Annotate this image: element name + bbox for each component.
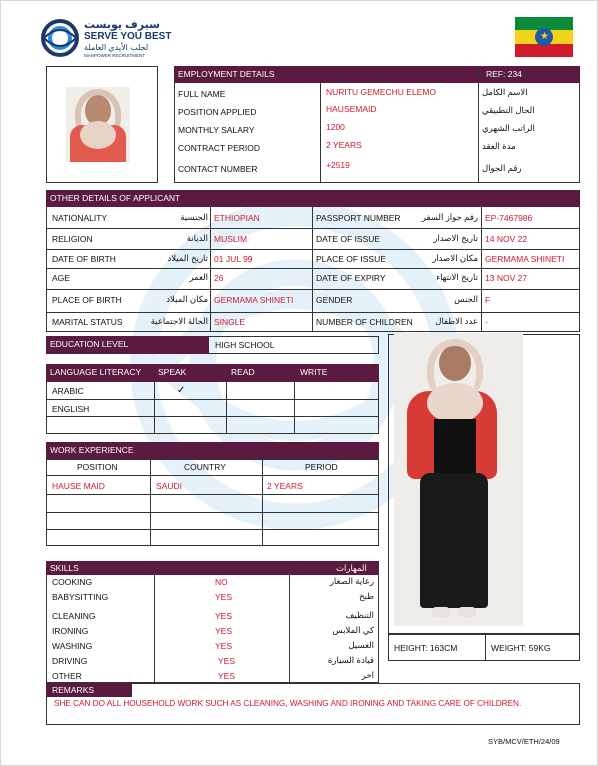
skill-cooking-ar: رعاية الصغار [329,576,374,586]
language-literacy-title: LANGUAGE LITERACY [50,367,142,377]
work-experience-header [46,442,379,459]
age-label-ar: العمر [189,272,208,282]
company-logo-icon [40,18,80,58]
skill-ironing-value: YES [215,626,233,636]
work-position-header: POSITION [77,462,118,472]
skill-babysitting: BABYSITTING [52,592,109,602]
education-level-value: HIGH SCHOOL [215,340,275,350]
marital-status-value: SINGLE [214,317,246,327]
place-of-issue-label: PLACE OF ISSUE [316,254,386,264]
position-applied-value: HAUSEMAID [326,104,377,114]
ethiopia-flag [515,17,573,57]
remarks-header [46,683,132,697]
date-of-birth-value: 01 JUL 99 [214,254,253,264]
place-of-birth-value: GERMAMA SHINETI [214,295,294,305]
place-of-birth-label: PLACE OF BIRTH [52,295,122,305]
company-name-ar: سيرف يوبست [84,19,160,31]
number-of-children-value: - [485,317,488,327]
employment-details-title: EMPLOYMENT DETAILS [178,69,275,79]
contact-number-label-ar: رقم الجوال [482,163,522,173]
company-tagline-ar: لجلب الأيدي العاملة [84,43,149,52]
contact-number-label: CONTACT NUMBER [178,164,258,174]
religion-value: MUSLIM [214,234,248,244]
nationality-label-ar: الجنسية [180,212,208,222]
company-logo [40,18,190,62]
work-country-header: COUNTRY [184,462,226,472]
contract-period-label-ar: مدة العقد [482,141,516,151]
company-name-en: SERVE YOU BEST [84,31,172,42]
date-of-expiry-label-ar: تاريخ الانتهاء [436,272,478,282]
work-period-value: 2 YEARS [267,481,303,491]
place-of-issue-label-ar: مكان الاصدار [432,253,478,263]
work-country-value: SAUDI [156,481,182,491]
age-value: 26 [214,273,224,283]
speak-header: SPEAK [158,367,187,377]
arabic-speak-check-icon: ✓ [177,385,186,396]
gender-value: F [485,295,491,305]
monthly-salary-label-ar: الراتب الشهري [482,123,535,133]
language-english: ENGLISH [52,404,90,414]
skill-driving-value: YES [218,656,236,666]
skill-washing: WASHING [52,641,93,651]
work-position-value: HAUSE MAID [52,481,105,491]
monthly-salary-value: 1200 [326,122,345,132]
marital-status-label-ar: الحالة الاجتماعية [150,316,208,326]
contract-period-label: CONTRACT PERIOD [178,143,261,153]
place-of-birth-label-ar: مكان الميلاد [166,294,208,304]
skill-ironing-ar: كي الملابس [332,625,374,635]
ref-number: REF: 234 [486,69,522,79]
education-level-title: EDUCATION LEVEL [50,339,129,349]
document-code: SYB/MCV/ETH/24/09 [488,737,560,746]
number-of-children-label: NUMBER OF CHILDREN [316,317,413,327]
date-of-expiry-value: 13 NOV 27 [485,273,528,283]
date-of-issue-label: DATE OF ISSUE [316,234,381,244]
other-details-title: OTHER DETAILS OF APPLICANT [50,193,181,203]
company-tagline-en: MANPOWER RECRUITMENT [84,53,145,58]
skill-cleaning: CLEANING [52,611,96,621]
skill-cleaning-ar: التنظيف [345,610,374,620]
height-value: HEIGHT: 163CM [394,643,458,653]
full-name-label: FULL NAME [178,89,226,99]
monthly-salary-label: MONTHLY SALARY [178,125,255,135]
work-period-header: PERIOD [305,462,338,472]
passport-number-value: EP-7467986 [485,213,533,223]
nationality-value: ETHIOPIAN [214,213,260,223]
marital-status-label: MARITAL STATUS [52,317,123,327]
skill-washing-ar: الغسيل [348,640,374,650]
skill-cooking-value: NO [215,577,228,587]
skill-cleaning-value: YES [215,611,233,621]
passport-number-label-ar: رقم جواز السفر [421,212,478,222]
skill-driving: DRIVING [52,656,88,666]
passport-number-label: PASSPORT NUMBER [316,213,401,223]
skill-babysitting-ar: طبخ [359,591,374,601]
work-experience-title: WORK EXPERIENCE [50,445,134,455]
position-applied-label: POSITION APPLIED [178,107,257,117]
other-details-header [46,190,580,207]
remarks-title: REMARKS [52,685,95,695]
contract-period-value: 2 YEARS [326,140,362,150]
date-of-issue-label-ar: تاريخ الاصدار [433,233,478,243]
skill-other-value: YES [218,671,236,681]
gender-label: GENDER [316,295,353,305]
skill-babysitting-value: YES [215,592,233,602]
applicant-portrait [66,87,130,162]
number-of-children-label-ar: عدد الاطفال [435,316,478,326]
age-label: AGE [52,273,70,283]
skill-other-ar: اخر [361,670,374,680]
language-arabic: ARABIC [52,386,84,396]
date-of-issue-value: 14 NOV 22 [485,234,528,244]
write-header: WRITE [300,367,328,377]
religion-label: RELIGION [52,234,93,244]
education-level-label [46,336,209,354]
skills-title: SKILLS [50,563,79,573]
employment-details-header [174,66,580,83]
skill-ironing: IRONING [52,626,89,636]
full-name-value: NURITU GEMECHU ELEMO [326,87,437,97]
read-header: READ [231,367,255,377]
full-body-photo [394,333,523,626]
position-applied-label-ar: الحال التطبيقي [482,105,535,115]
date-of-birth-label-ar: تاريخ الميلاد [167,253,208,263]
weight-value: WEIGHT: 59KG [491,643,551,653]
flag-emblem-icon: ★ [535,28,553,46]
religion-label-ar: الديانة [186,233,208,243]
skills-header [46,561,379,575]
applicant-photo-frame [46,66,158,183]
place-of-issue-value: GERMAMA SHINETI [485,254,565,264]
nationality-label: NATIONALITY [52,213,108,223]
skills-title-ar: المهارات [336,563,367,573]
date-of-expiry-label: DATE OF EXPIRY [316,273,386,283]
full-name-label-ar: الاسم الكامل [482,87,528,97]
date-of-birth-label: DATE OF BIRTH [52,254,116,264]
gender-label-ar: الجنس [454,294,478,304]
language-literacy-header [46,364,379,382]
remarks-text: SHE CAN DO ALL HOUSEHOLD WORK SUCH AS CLEANING, WASHING AND IRONING AND TAKING CARE OF CHILDREN. [54,699,522,708]
skill-cooking: COOKING [52,577,93,587]
skill-washing-value: YES [215,641,233,651]
contact-number-value: +2519 [326,160,350,170]
skill-other: OTHER [52,671,82,681]
skill-driving-ar: قيادة السيارة [327,655,374,665]
